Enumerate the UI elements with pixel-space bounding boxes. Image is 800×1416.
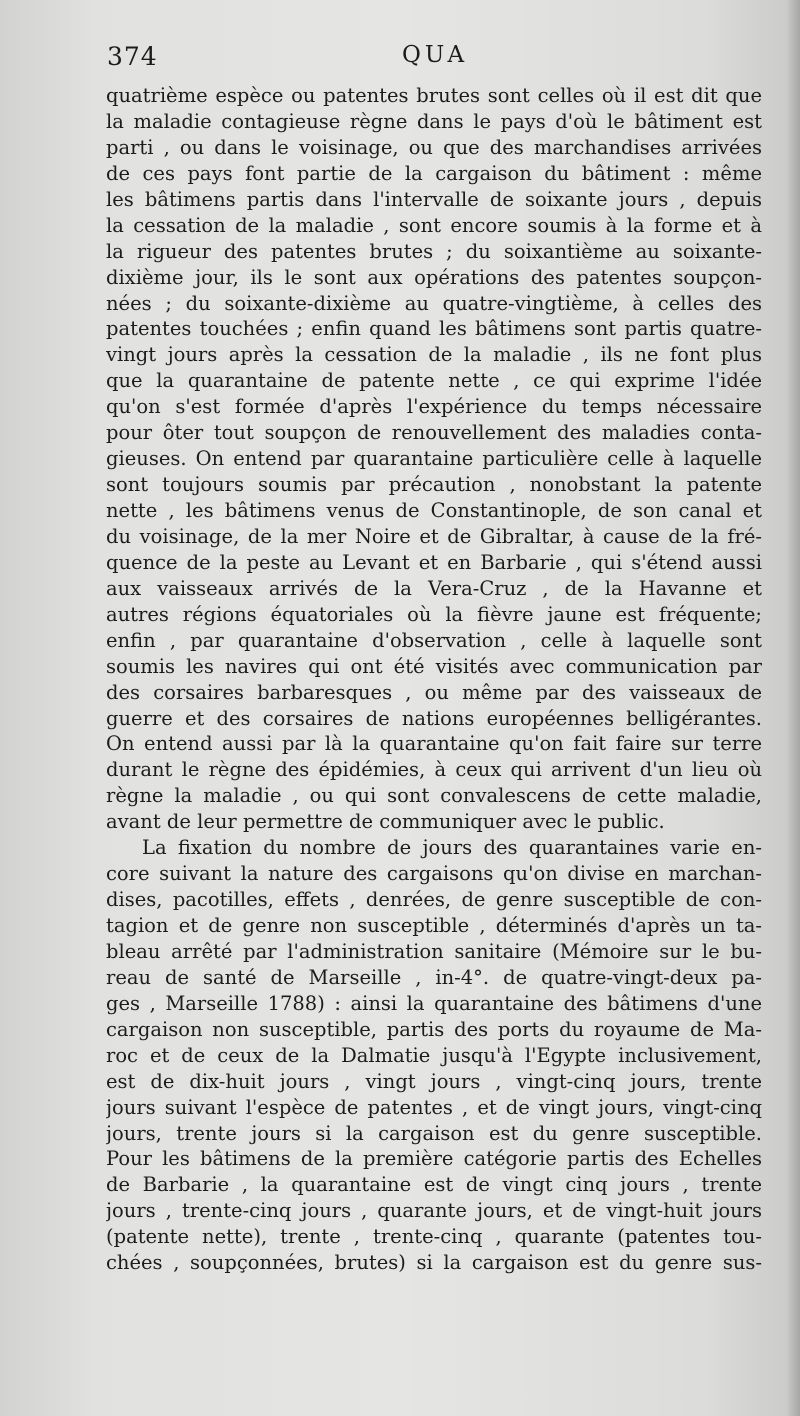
text-line: patentes touchées ; enfin quand les bâtimens sont partis quatre- — [106, 317, 762, 341]
text-line: règne la maladie , ou qui sont convalescens de cette maladie, — [106, 784, 762, 808]
text-line: soumis les navires qui ont été visités avec communication par — [106, 654, 762, 678]
page-number: 374 — [107, 42, 158, 71]
text-line: sont toujours soumis par précaution , nonobstant la patente — [106, 473, 762, 497]
text-line: ges , Marseille 1788) : ainsi la quarantaine des bâtimens d'une — [106, 991, 762, 1015]
text-line: quatrième espèce ou patentes brutes sont celles où il est dit que — [106, 84, 762, 107]
text-line: la rigueur des patentes brutes ; du soixantième au soixante- — [106, 239, 762, 263]
text-line: autres régions équatoriales où la fièvre jaune est fréquente; — [106, 602, 762, 626]
text-line: dixième jour, ils le sont aux opérations des patentes soupçon- — [106, 265, 762, 289]
text-line: nette , les bâtimens venus de Constantinople, de son canal et — [106, 499, 762, 522]
text-line: de Barbarie , la quarantaine est de vingt cinq jours , trente — [106, 1173, 762, 1197]
text-line: la maladie contagieuse règne dans le pays d'où le bâtiment est — [106, 109, 762, 133]
text-line: nées ; du soixante-dixième au quatre-vingtième, à celles des — [106, 291, 762, 315]
paragraph-end-line: avant de leur permettre de communiquer avec le public. — [106, 810, 665, 834]
text-line: bleau arrêté par l'administration sanitaire (Mémoire sur le bu- — [106, 939, 762, 963]
body-text — [106, 83, 762, 1276]
text-line: aux vaisseaux arrivés de la Vera-Cruz , de la Havanne et — [106, 576, 762, 600]
text-line: de ces pays font partie de la cargaison du bâtiment : même — [106, 161, 762, 185]
paragraph-start-line: La fixation du nombre de jours des quarantaines varie en- — [142, 836, 762, 860]
text-line: dises, pacotilles, effets , denrées, de genre susceptible de con- — [106, 888, 762, 912]
text-line: que la quarantaine de patente nette , ce qui exprime l'idée — [106, 369, 762, 393]
text-line: jours suivant l'espèce de patentes , et de vingt jours, vingt-cinq — [106, 1095, 762, 1119]
text-line: guerre et des corsaires de nations européennes belligérantes. — [106, 706, 762, 730]
text-line: des corsaires barbaresques , ou même par des vaisseaux de — [106, 680, 762, 704]
running-head: QUA — [402, 42, 469, 68]
text-line: qu'on s'est formée d'après l'expérience du temps nécessaire — [106, 395, 762, 419]
text-line: core suivant la nature des cargaisons qu'on divise en marchan- — [106, 862, 762, 886]
text-line: la cessation de la maladie , sont encore soumis à la forme et à — [106, 213, 762, 237]
text-line: cargaison non susceptible, partis des ports du royaume de Ma- — [106, 1017, 762, 1041]
text-line: parti , ou dans le voisinage, ou que des marchandises arrivées — [106, 135, 762, 159]
text-line: Pour les bâtimens de la première catégorie partis des Echelles — [106, 1147, 762, 1171]
page-edge-shadow — [786, 0, 800, 1416]
text-line: (patente nette), trente , trente-cinq , quarante (patentes tou- — [106, 1225, 762, 1249]
text-line: du voisinage, de la mer Noire et de Gibraltar, à cause de la fré- — [106, 524, 762, 548]
text-line: est de dix-huit jours , vingt jours , vingt-cinq jours, trente — [106, 1069, 762, 1093]
text-line: quence de la peste au Levant et en Barbarie , qui s'étend aussi — [106, 550, 762, 574]
text-line: roc et de ceux de la Dalmatie jusqu'à l'Egypte inclusivement, — [106, 1043, 762, 1067]
text-line: durant le règne des épidémies, à ceux qui arrivent d'un lieu où — [106, 758, 762, 782]
page-header — [107, 42, 759, 82]
text-line: reau de santé de Marseille , in-4°. de quatre-vingt-deux pa- — [106, 965, 762, 989]
text-line: On entend aussi par là la quarantaine qu'on fait faire sur terre — [106, 732, 762, 756]
text-line: gieuses. On entend par quarantaine particulière celle à laquelle — [106, 447, 762, 471]
text-line: chées , soupçonnées, brutes) si la cargaison est du genre sus- — [106, 1251, 762, 1275]
text-line: tagion et de genre non susceptible , déterminés d'après un ta- — [106, 914, 762, 937]
text-line: les bâtimens partis dans l'intervalle de soixante jours , depuis — [106, 187, 762, 211]
text-line: pour ôter tout soupçon de renouvellement des maladies conta- — [106, 421, 762, 445]
text-line: enfin , par quarantaine d'observation , celle à laquelle sont — [106, 628, 762, 652]
text-line: vingt jours après la cessation de la maladie , ils ne font plus — [106, 343, 762, 367]
text-line: jours , trente-cinq jours , quarante jours, et de vingt-huit jours — [106, 1199, 762, 1223]
text-line: jours, trente jours si la cargaison est du genre susceptible. — [106, 1121, 762, 1145]
